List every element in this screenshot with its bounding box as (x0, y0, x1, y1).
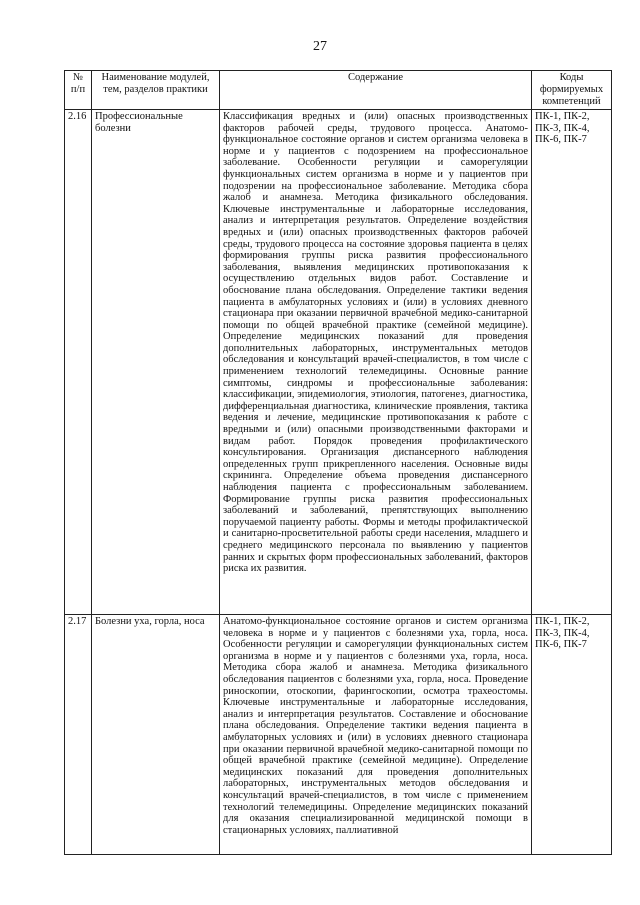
row-content: Анатомо-функциональное состояние органов и систем организма человека в норме и у пациентов с болезнями уха, горла, носа. Особенности регуляции и саморегуляции функциональных систем организма в норме и у пациентов с болезнями уха, горла, носа. Методика сбора жалоб и анамнеза. Методика физикального обследования пациентов с болезнями уха, горла, носа. Проведение риноскопии, отоскопии, фарингоскопии, осмотра трахеостомы. Ключевые инструментальные и лабораторные исследования, анализ и интерпретация результатов. Составление и обоснование плана обследования. Определение тактики ведения пациента в амбулаторных условиях и (или) в условиях дневного стационара при оказании первичной врачебной медико-санитарной помощи по общей врачебной практике (семейной медицине). Определение медицинских показаний для проведения дополнительных лабораторных, инструментальных методов обследования и консультаций врачей-специалистов, в том числе с применением технологий телемедицины. Определение медицинских показаний для оказания специализированной медицинской помощи в стационарных условиях, паллиативной (220, 615, 532, 855)
curriculum-table (64, 70, 612, 855)
header-codes: Коды формируемых компетенций (532, 71, 612, 110)
row-topic-name: Профессиональные болезни (92, 110, 220, 615)
row-competency-codes: ПК-1, ПК-2, ПК-3, ПК-4, ПК-6, ПК-7 (532, 110, 612, 615)
row-number: 2.17 (65, 615, 92, 855)
header-name: Наименование модулей, тем, разделов практики (92, 71, 220, 110)
row-number: 2.16 (65, 110, 92, 615)
row-topic-name: Болезни уха, горла, носа (92, 615, 220, 855)
header-num: № п/п (65, 71, 92, 110)
header-content: Содержание (220, 71, 532, 110)
row-content: Классификация вредных и (или) опасных производственных факторов рабочей среды, трудового процесса. Анатомо-функциональное состояние органов и систем организма человека в норме и у пациентов с подозрением на профессиональное заболевание. Особенности регуляции и саморегуляции функциональных систем организма в норме и у пациентов при подозрении на профессиональное заболевание. Методика сбора жалоб и анамнеза. Методика физикального обследования. Ключевые инструментальные и лабораторные исследования, анализ и интерпретация результатов. Определение воздействия вредных и (или) опасных производственных факторов рабочей среды, трудового процесса на состояние здоровья пациента в целях формирования группы риска развития профессионального заболевания, выявления медицинских противопоказания к осуществлению отдельных видов работ. Составление и обоснование плана обследования. Определение тактики ведения пациента в амбулаторных условиях и (или) в условиях дневного стационара при оказании первичной врачебной медико-санитарной помощи по общей врачебной практике (семейной медицине). Определение медицинских показаний для проведения дополнительных лабораторных, инструментальных методов обследования и консультаций врачей-специалистов, в том числе с применением технологий телемедицины. Основные ранние симптомы, синдромы и профессиональные заболевания: классификации, эпидемиология, этиология, патогенез, диагностика, дифференциальная диагностика, клинические проявления, тактика ведения и лечение, медицинские противопоказания к работе с вредными и (или) опасными производственными факторами и видам работ. Порядок проведения профилактического консультирования. Организация диспансерного наблюдения определенных групп прикрепленного населения. Основные виды скрининга. Определение объема проведения диспансерного наблюдения пациента с профессиональным заболеванием. Формирование группы риска развития профессиональных заболеваний и заболеваний, препятствующих выполнению поручаемой пациенту работы. Формы и методы профилактической и санитарно-просветительной работы среди населения, младшего и среднего медицинского персонала по выявлению у пациентов ранних и скрытых форм профессиональных заболеваний, факторов риска их развития. (220, 110, 532, 615)
table-row (65, 110, 612, 615)
page-number: 27 (313, 39, 327, 54)
row-competency-codes: ПК-1, ПК-2, ПК-3, ПК-4, ПК-6, ПК-7 (532, 615, 612, 855)
table-header-row (65, 71, 612, 110)
table-row (65, 615, 612, 855)
